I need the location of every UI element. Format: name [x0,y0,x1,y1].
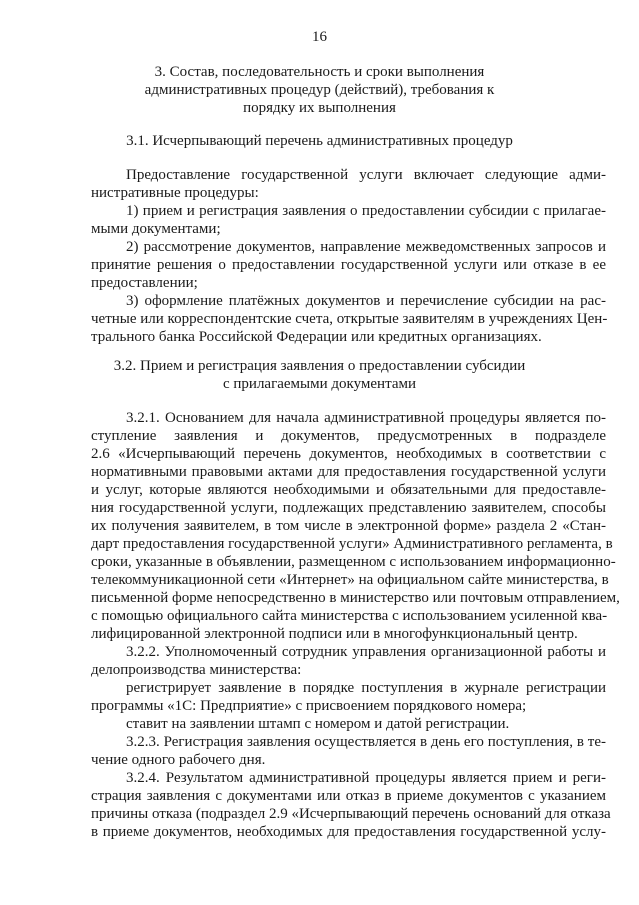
paragraph-line: телекоммуникационной сети «Интернет» на официальном сайте министерства, в [91,572,609,588]
page-number: 16 [312,29,327,45]
paragraph-line: 3.2.3. Регистрация заявления осуществляется в день его поступления, в те- [126,734,606,750]
paragraph-line: в приеме документов, необходимых для предоставления государственной услу- [91,824,606,840]
section-3-1-title: 3.1. Исчерпывающий перечень административных процедур [126,133,513,149]
paragraph-line: 2) рассмотрение документов, направление межведомственных запросов и [126,239,606,255]
paragraph-line: 3) оформление платёжных документов и перечисление субсидии на рас- [126,293,606,309]
paragraph-line: регистрирует заявление в порядке поступления в журнале регистрации [126,680,606,696]
paragraph-line: лифицированной электронной подписи или в многофункциональный центр. [91,626,578,642]
section-3-title-line: 3. Состав, последовательность и сроки выполнения [154,64,485,80]
section-3-title-line: порядку их выполнения [243,100,396,116]
section-3-2-title-line: с прилагаемыми документами [222,376,416,392]
paragraph-line: нормативными правовыми актами для предоставления государственной услуги [91,464,606,480]
paragraph-line: ступление заявления и документов, предусмотренных в подразделе [91,428,606,444]
paragraph-line: с помощью официального сайта министерства с использованием усиленной ква- [91,608,608,624]
paragraph-line: ставит на заявлении штамп с номером и датой регистрации. [126,716,510,732]
paragraph-line: принятие решения о предоставлении государственной услуги или отказе в ее [91,257,606,273]
paragraph-line: трального банка Российской Федерации или кредитных организациях. [91,329,542,345]
paragraph-line: страция заявления с документами или отказ в приеме документов с указанием [91,788,606,804]
paragraph-line: мыми документами; [91,221,221,237]
paragraph-line: ния государственной услуги, подлежащих представлению заявителем, способы [91,500,606,516]
paragraph-line: 3.2.4. Результатом административной процедуры является прием и реги- [126,770,606,786]
paragraph-line: 3.2.1. Основанием для начала административной процедуры является по- [126,410,606,426]
paragraph-line: письменной форме непосредственно в министерство или почтовым отправлением, [91,590,620,606]
paragraph-line: причины отказа (подраздел 2.9 «Исчерпывающий перечень оснований для отказа [91,806,611,822]
paragraph-line: четные или корреспондентские счета, открытые заявителям в учреждениях Цен- [91,311,608,327]
paragraph-line: Предоставление государственной услуги включает следующие адми- [126,167,606,183]
paragraph-line: их получения заявителем, в том числе в электронной форме» раздела 2 «Стан- [91,518,606,534]
paragraph-line: 2.6 «Исчерпывающий перечень документов, необходимых в соответствии с [91,446,606,462]
paragraph-line: дарт предоставления государственной услуги» Административного регламента, в [91,536,613,552]
section-3-title-line: административных процедур (действий), требования к [144,82,495,98]
paragraph-line: и услуг, которые являются необходимыми и обязательными для предоставле- [91,482,606,498]
paragraph-line: 1) прием и регистрация заявления о предоставлении субсидии с прилагае- [126,203,606,219]
paragraph-line: сроки, указанные в объявлении, размещенном с использованием информационно- [91,554,616,570]
paragraph-line: нистративные процедуры: [91,185,259,201]
paragraph-line: делопроизводства министерства: [91,662,302,678]
paragraph-line: программы «1С: Предприятие» с присвоением порядкового номера; [91,698,527,714]
paragraph-line: 3.2.2. Уполномоченный сотрудник управления организационной работы и [126,644,606,660]
section-3-2-title-line: 3.2. Прием и регистрация заявления о предоставлении субсидии [113,358,526,374]
paragraph-line: чение одного рабочего дня. [91,752,266,768]
paragraph-line: предоставлении; [91,275,198,291]
